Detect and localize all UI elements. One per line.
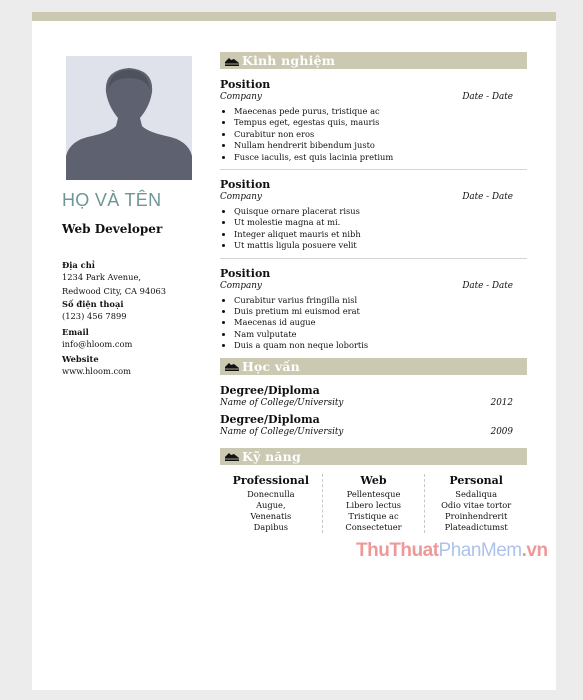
job-position: Position	[220, 78, 271, 91]
phone-value: (123) 456 7899	[62, 311, 127, 321]
skills-column-personal	[425, 474, 527, 533]
bullet-item: • Integer aliquet mauris et nibh	[234, 229, 527, 240]
school: Name of College/University	[220, 426, 344, 437]
skills-table	[220, 474, 527, 533]
shoe-icon	[224, 55, 240, 67]
email-label: Email	[62, 326, 89, 337]
job-bullets	[220, 206, 527, 252]
bullet-item: • Maecenas pede purus, tristique ac	[234, 106, 527, 117]
skills-column-title: Professional	[232, 473, 309, 487]
job-position: Position	[220, 266, 271, 280]
profile-photo	[66, 56, 192, 180]
address-line-2: Redwood City, CA 94063	[62, 285, 167, 296]
full-name: HỌ VÀ TÊN	[62, 190, 162, 210]
job-company: Company	[220, 192, 262, 203]
website-value: www.hloom.com	[62, 366, 131, 376]
bullet-item: • Fusce iaculis, est quis lacinia pretium	[234, 152, 527, 163]
experience-title: Kinh nghiệm	[242, 53, 336, 68]
job-company: Company	[220, 92, 262, 102]
watermark	[356, 540, 548, 562]
job-company: Company	[220, 280, 262, 291]
right-column	[220, 52, 527, 533]
skills-column-professional	[220, 474, 323, 533]
skills-column-title: Web	[360, 473, 387, 487]
email-value: info@hloom.com	[62, 338, 133, 349]
experience-header	[220, 52, 527, 69]
phone-label: Số điện thoại	[62, 299, 124, 309]
job-position: Position	[220, 178, 271, 192]
skills-title: Kỹ năng	[242, 448, 301, 464]
watermark-part-3: .vn	[521, 540, 548, 561]
bullet-item: • Duis pretium mi euismod erat	[234, 306, 527, 317]
skill-item: Sedaliqua	[455, 488, 498, 499]
skills-column-title: Personal	[449, 473, 503, 487]
bullet-item: • Quisque ornare placerat risus	[234, 206, 527, 217]
experience-item	[220, 267, 527, 358]
resume-page	[32, 12, 556, 690]
bullet-item: • Ut mattis ligula posuere velit	[234, 240, 527, 251]
bullet-item: • Maecenas id augue	[234, 317, 527, 328]
education-item	[220, 384, 527, 409]
person-silhouette-icon	[66, 56, 192, 180]
contact-block	[62, 259, 202, 379]
bullet-item: • Nullam hendrerit bibendum justo	[234, 140, 527, 151]
degree: Degree/Diploma	[220, 412, 320, 426]
bullet-item: • Tempus eget, egestas quis, mauris	[234, 117, 527, 128]
bullet-item: • Curabitur varius fringilla nisl	[234, 295, 527, 306]
job-title: Web Developer	[62, 222, 163, 236]
skill-item: Odio vitae tortor	[441, 499, 512, 510]
experience-item	[220, 78, 527, 170]
website-label: Website	[62, 354, 99, 364]
skills-header	[220, 448, 527, 465]
watermark-part-1: ThuThuat	[356, 540, 439, 561]
top-accent-bar	[32, 12, 556, 21]
skill-item: Donecnulla	[247, 488, 295, 499]
job-dates: Date - Date	[462, 192, 513, 203]
school: Name of College/University	[220, 397, 344, 408]
job-dates: Date - Date	[462, 92, 513, 102]
shoe-icon	[224, 360, 240, 372]
skill-item: Proinhendrerit	[445, 510, 508, 521]
bullet-item: • Duis a quam non neque lobortis	[234, 340, 527, 351]
bullet-item: • Curabitur non eros	[234, 129, 527, 140]
skill-item: Libero lectus	[345, 499, 402, 510]
degree: Degree/Diploma	[220, 383, 320, 397]
year: 2012	[490, 397, 513, 408]
skill-item: Pellentesque	[346, 488, 401, 499]
skill-item: Dapibus	[253, 521, 289, 532]
education-item	[220, 413, 527, 438]
skills-column-web	[323, 474, 426, 533]
skill-item: Consectetuer	[345, 521, 402, 532]
bullet-item: • Nam vulputate	[234, 329, 527, 340]
skill-item: Augue,	[256, 499, 286, 510]
skill-item: Plateadictumst	[444, 521, 508, 532]
year: 2009	[490, 426, 513, 437]
experience-item	[220, 178, 527, 259]
skill-item: Venenatis	[250, 510, 292, 521]
job-dates: Date - Date	[462, 280, 513, 291]
address-label: Địa chỉ	[62, 260, 95, 270]
job-bullets	[220, 295, 527, 352]
address-line-1: 1234 Park Avenue,	[62, 272, 142, 282]
education-title: Học vấn	[242, 358, 300, 374]
skill-item: Tristique ac	[348, 510, 399, 521]
job-bullets	[220, 106, 527, 163]
shoe-icon	[224, 450, 240, 462]
bullet-item: • Ut molestie magna at mi.	[234, 217, 527, 228]
watermark-part-2: PhanMem	[438, 540, 522, 561]
education-header	[220, 358, 527, 375]
